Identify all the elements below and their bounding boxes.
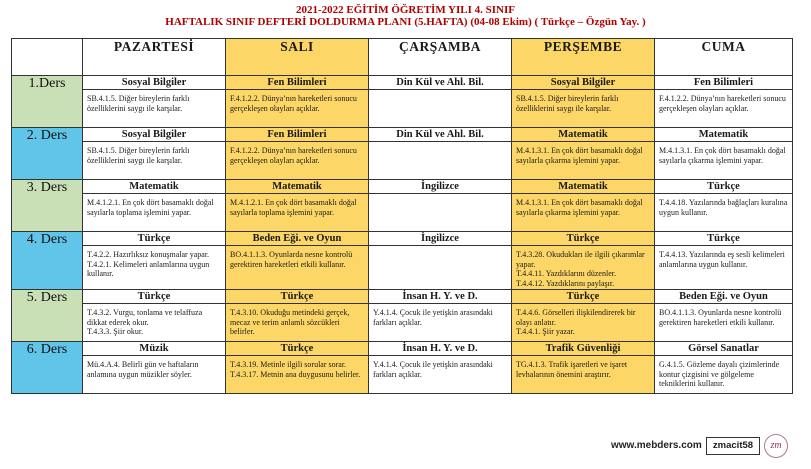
subject-name: Fen Bilimleri	[226, 128, 368, 142]
outcome-text: M.4.1.2.1. En çok dört basamaklı doğal sayılarla toplama işlemini yapar.	[87, 198, 214, 217]
subject-name: Fen Bilimleri	[655, 76, 792, 90]
subject-name: Beden Eği. ve Oyun	[655, 290, 792, 304]
day-header: PAZARTESİ	[83, 39, 226, 76]
subject-name: Türkçe	[83, 290, 225, 304]
schedule-cell	[655, 232, 793, 290]
outcome-text: F.4.1.2.2. Dünya’nın hareketleri sonucu gerçekleşen olayları açıklar.	[659, 94, 786, 113]
outcome-text: T.4.4.6. Görselleri ilişkilendirerek bir olayı anlatır. T.4.4.1. Şiir yazar.	[516, 308, 636, 336]
outcome-text	[369, 194, 511, 198]
schedule-cell	[226, 290, 369, 342]
schedule-cell	[83, 180, 226, 232]
schedule-cell	[369, 76, 512, 128]
outcome-text: Y.4.1.4. Çocuk ile yetişkin arasındaki farkları açıklar.	[373, 360, 493, 379]
lesson-label: 5. Ders	[12, 290, 83, 342]
schedule-cell	[512, 232, 655, 290]
schedule-cell	[512, 180, 655, 232]
day-header-row	[12, 39, 793, 76]
schedule-cell	[226, 180, 369, 232]
lesson-row	[12, 180, 793, 232]
day-header: CUMA	[655, 39, 793, 76]
schedule-cell	[512, 290, 655, 342]
weekly-plan-table	[11, 38, 793, 394]
subject-name: İngilizce	[369, 232, 511, 246]
subject-name: İnsan H. Y. ve D.	[369, 290, 511, 304]
schedule-cell	[226, 76, 369, 128]
subject-name: Müzik	[83, 342, 225, 356]
outcome-text: TG.4.1.3. Trafik işaretleri ve işaret levhalarının önemini araştırır.	[516, 360, 628, 379]
schedule-cell	[83, 128, 226, 180]
schedule-cell	[226, 128, 369, 180]
subject-name: Matematik	[512, 180, 654, 194]
lesson-label: 2. Ders	[12, 128, 83, 180]
subject-name: Beden Eği. ve Oyun	[226, 232, 368, 246]
subject-name: Sosyal Bilgiler	[83, 76, 225, 90]
schedule-cell	[83, 290, 226, 342]
schedule-cell	[655, 290, 793, 342]
zm-logo: zm	[764, 434, 788, 458]
outcome-text: BO.4.1.1.3. Oyunlarda nesne kontrolü gerektiren hareketleri etkili kullanır.	[659, 308, 782, 327]
outcome-text: Mü.4.A.4. Belirli gün ve haftaların anlamına uygun müzikler söyler.	[87, 360, 199, 379]
subject-name: İngilizce	[369, 180, 511, 194]
day-header: SALI	[226, 39, 369, 76]
outcome-text: T.4.3.10. Okuduğu metindeki gerçek, mecaz ve terim anlamlı sözcükleri belirler.	[230, 308, 350, 336]
lesson-label: 4. Ders	[12, 232, 83, 290]
lesson-row	[12, 128, 793, 180]
subject-name: Türkçe	[655, 232, 792, 246]
outcome-text: T.4.4.13. Yazılarında eş sesli kelimeleri anlamlarına uygun kullanır.	[659, 250, 785, 269]
subject-name: Türkçe	[83, 232, 225, 246]
outcome-text: M.4.1.3.1. En çok dört basamaklı doğal sayılarla çıkarma işlemini yapar.	[659, 146, 786, 165]
corner-cell	[12, 39, 83, 76]
day-header: PERŞEMBE	[512, 39, 655, 76]
header-subtitle: HAFTALIK SINIF DEFTERİ DOLDURMA PLANI (5.HAFTA) (04-08 Ekim) ( Türkçe – Özgün Yay. )	[165, 16, 646, 28]
subject-name: Matematik	[655, 128, 792, 142]
schedule-cell	[369, 290, 512, 342]
subject-name: Matematik	[83, 180, 225, 194]
subject-name: Türkçe	[655, 180, 792, 194]
subject-name: Görsel Sanatlar	[655, 342, 792, 356]
outcome-text: F.4.1.2.2. Dünya’nın hareketleri sonucu gerçekleşen olayları açıklar.	[230, 146, 357, 165]
outcome-text: SB.4.1.5. Diğer bireylerin farklı özelliklerini saygı ile karşılar.	[87, 146, 190, 165]
subject-name: Din Kül ve Ahl. Bil.	[369, 76, 511, 90]
lesson-label: 3. Ders	[12, 180, 83, 232]
schedule-cell	[369, 128, 512, 180]
schedule-cell	[512, 342, 655, 394]
schedule-cell	[83, 232, 226, 290]
subject-name: Türkçe	[512, 290, 654, 304]
lesson-label: 1.Ders	[12, 76, 83, 128]
author-badge: zmacit58	[706, 437, 760, 455]
outcome-text: T.4.3.28. Okudukları ile ilgili çıkarımlar yapar. T.4.4.11. Yazdıklarını düzenler. T.4.4.12. Yazdıklarını paylaşır.	[516, 250, 645, 288]
subject-name: Trafik Güvenliği	[512, 342, 654, 356]
subject-name: Türkçe	[512, 232, 654, 246]
lesson-row	[12, 290, 793, 342]
outcome-text: M.4.1.3.1. En çok dört basamaklı doğal sayılarla çıkarma işlemini yapar.	[516, 198, 643, 217]
schedule-cell	[655, 76, 793, 128]
lesson-row	[12, 76, 793, 128]
outcome-text: G.4.1.5. Gözleme dayalı çizimlerinde kontur çizgisini ve gölgeleme tekniklerini kullanır.	[659, 360, 780, 388]
outcome-text	[369, 142, 511, 146]
schedule-cell	[226, 232, 369, 290]
subject-name: İnsan H. Y. ve D.	[369, 342, 511, 356]
outcome-text: F.4.1.2.2. Dünya’nın hareketleri sonucu gerçekleşen olayları açıklar.	[230, 94, 357, 113]
outcome-text: BO.4.1.1.3. Oyunlarda nesne kontrolü gerektiren hareketleri etkili kullanır.	[230, 250, 353, 269]
schedule-cell	[369, 232, 512, 290]
subject-name: Türkçe	[226, 290, 368, 304]
outcome-text: T.4.4.18. Yazılarında bağlaçları kuralına uygun kullanır.	[659, 198, 788, 217]
schedule-cell	[369, 180, 512, 232]
schedule-cell	[512, 76, 655, 128]
schedule-cell	[83, 342, 226, 394]
outcome-text: T.4.3.19. Metinle ilgili sorular sorar. T.4.3.17. Metnin ana duygusunu belirler.	[230, 360, 361, 379]
lesson-label: 6. Ders	[12, 342, 83, 394]
schedule-cell	[655, 180, 793, 232]
lesson-row	[12, 232, 793, 290]
outcome-text: Y.4.1.4. Çocuk ile yetişkin arasındaki farkları açıklar.	[373, 308, 493, 327]
outcome-text	[369, 246, 511, 250]
page-header	[0, 0, 811, 28]
subject-name: Fen Bilimleri	[226, 76, 368, 90]
header-title: 2021-2022 EĞİTİM ÖĞRETİM YILI 4. SINIF	[295, 4, 515, 16]
subject-name: Türkçe	[226, 342, 368, 356]
schedule-cell	[512, 128, 655, 180]
outcome-text: M.4.1.3.1. En çok dört basamaklı doğal sayılarla çıkarma işlemini yapar.	[516, 146, 643, 165]
lesson-row	[12, 342, 793, 394]
website-link[interactable]: www.mebders.com	[611, 440, 702, 451]
day-header: ÇARŞAMBA	[369, 39, 512, 76]
subject-name: Din Kül ve Ahl. Bil.	[369, 128, 511, 142]
schedule-cell	[369, 342, 512, 394]
schedule-cell	[655, 128, 793, 180]
schedule-cell	[226, 342, 369, 394]
subject-name: Matematik	[512, 128, 654, 142]
outcome-text	[369, 90, 511, 94]
outcome-text: T.4.3.2. Vurgu, tonlama ve telaffuza dikkat ederek okur. T.4.3.3. Şiir okur.	[87, 308, 203, 336]
schedule-cell	[655, 342, 793, 394]
subject-name: Matematik	[226, 180, 368, 194]
outcome-text: SB.4.1.5. Diğer bireylerin farklı özelliklerini saygı ile karşılar.	[516, 94, 619, 113]
schedule-cell	[83, 76, 226, 128]
subject-name: Sosyal Bilgiler	[83, 128, 225, 142]
outcome-text: T.4.2.2. Hazırlıksız konuşmalar yapar. T.4.2.1. Kelimeleri anlamlarına uygun kullanır.	[87, 250, 210, 278]
outcome-text: M.4.1.2.1. En çok dört basamaklı doğal sayılarla toplama işlemini yapar.	[230, 198, 357, 217]
outcome-text: SB.4.1.5. Diğer bireylerin farklı özelliklerini saygı ile karşılar.	[87, 94, 190, 113]
subject-name: Sosyal Bilgiler	[512, 76, 654, 90]
